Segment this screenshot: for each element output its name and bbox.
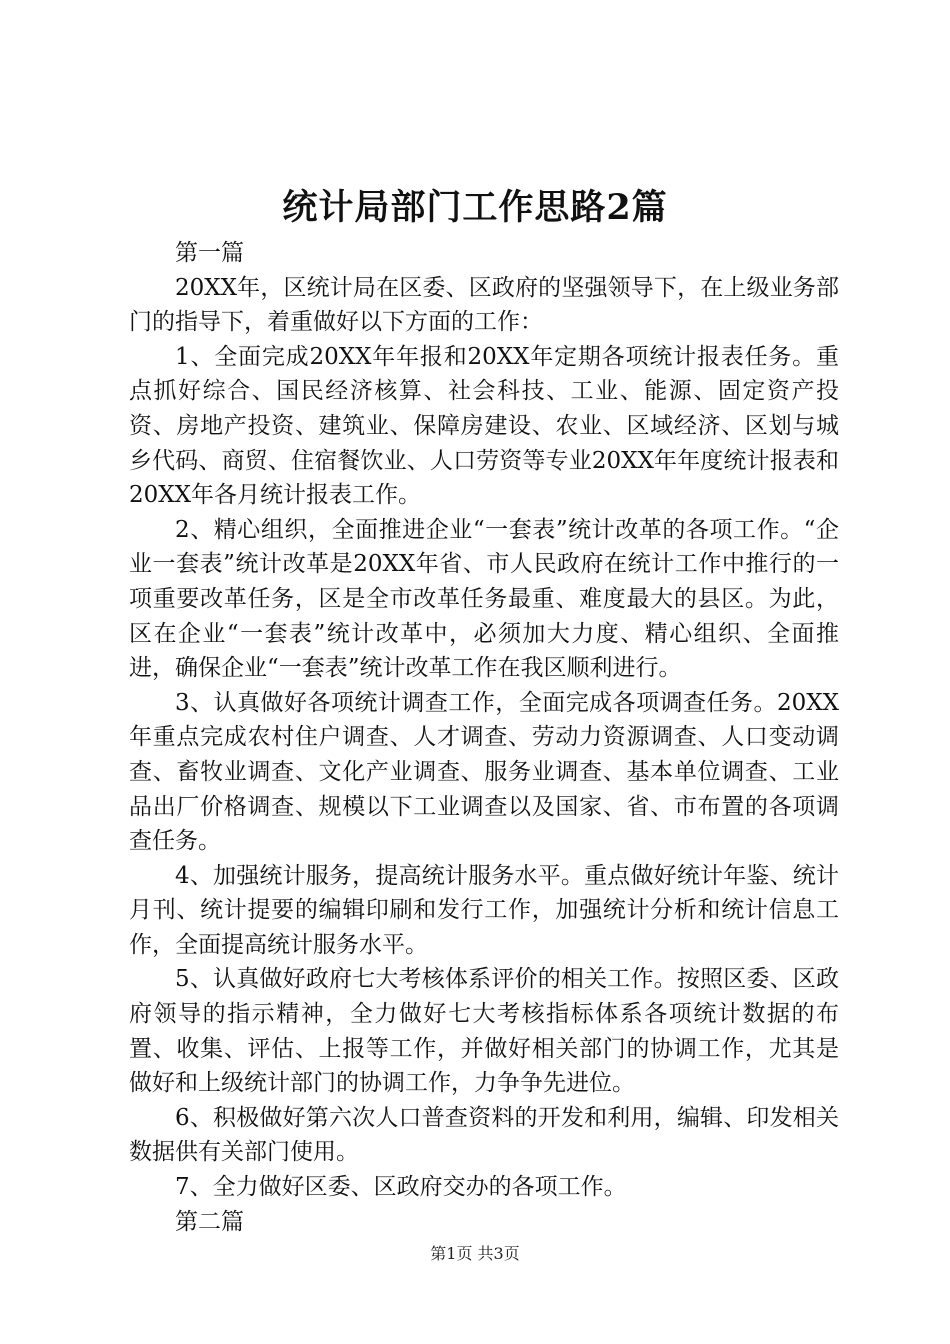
paragraph-item-2: 2、精心组织，全面推进企业“一套表”统计改革的各项工作。“企业一套表”统计改革是20XX年省、市人民政府在统计工作中推行的一项重要改革任务，区是全市改革任务最重、难度最大的县区。为此，区在企业“一套表”统计改革中，必须加大力度、精心组织、全面推进，确保企业“一套表”统计改革工作在我区顺利进行。 [129,516,839,682]
paragraph-item-6: 6、积极做好第六次人口普查资料的开发和利用，编辑、印发相关数据供有关部门使用。 [129,1104,839,1166]
document-body [129,236,839,1239]
document-title: 统计局部门工作思路2篇 [282,187,668,228]
section-heading-second: 第二篇 [175,1208,244,1235]
paragraph-intro: 20XX年，区统计局在区委、区政府的坚强领导下，在上级业务部门的指导下，着重做好以下方面的工作： [129,274,839,336]
paragraph-item-3: 3、认真做好各项统计调查工作，全面完成各项调查任务。20XX年重点完成农村住户调查、人才调查、劳动力资源调查、人口变动调查、畜牧业调查、文化产业调查、服务业调查、基本单位调查、工业品出厂价格调查、规模以下工业调查以及国家、省、市布置的各项调查任务。 [129,689,839,855]
page-footer: 第1页 共3页 [430,1244,520,1263]
paragraph-item-5: 5、认真做好政府七大考核体系评价的相关工作。按照区委、区政府领导的指示精神，全力做好七大考核指标体系各项统计数据的布置、收集、评估、上报等工作，并做好相关部门的协调工作，尤其是做好和上级统计部门的协调工作，力争争先进位。 [129,966,839,1097]
paragraph-item-7: 7、全力做好区委、区政府交办的各项工作。 [175,1174,627,1201]
section-heading-first: 第一篇 [175,240,244,266]
paragraph-item-1: 1、全面完成20XX年年报和20XX年定期各项统计报表任务。重点抓好综合、国民经济核算、社会科技、工业、能源、固定资产投资、房地产投资、建筑业、保障房建设、农业、区域经济、区划与城乡代码、商贸、住宿餐饮业、人口劳资等专业20XX年年度统计报表和20XX年各月统计报表工作。 [129,343,839,509]
paragraph-item-4: 4、加强统计服务，提高统计服务水平。重点做好统计年鉴、统计月刊、统计提要的编辑印刷和发行工作，加强统计分析和统计信息工作，全面提高统计服务水平。 [129,862,839,958]
